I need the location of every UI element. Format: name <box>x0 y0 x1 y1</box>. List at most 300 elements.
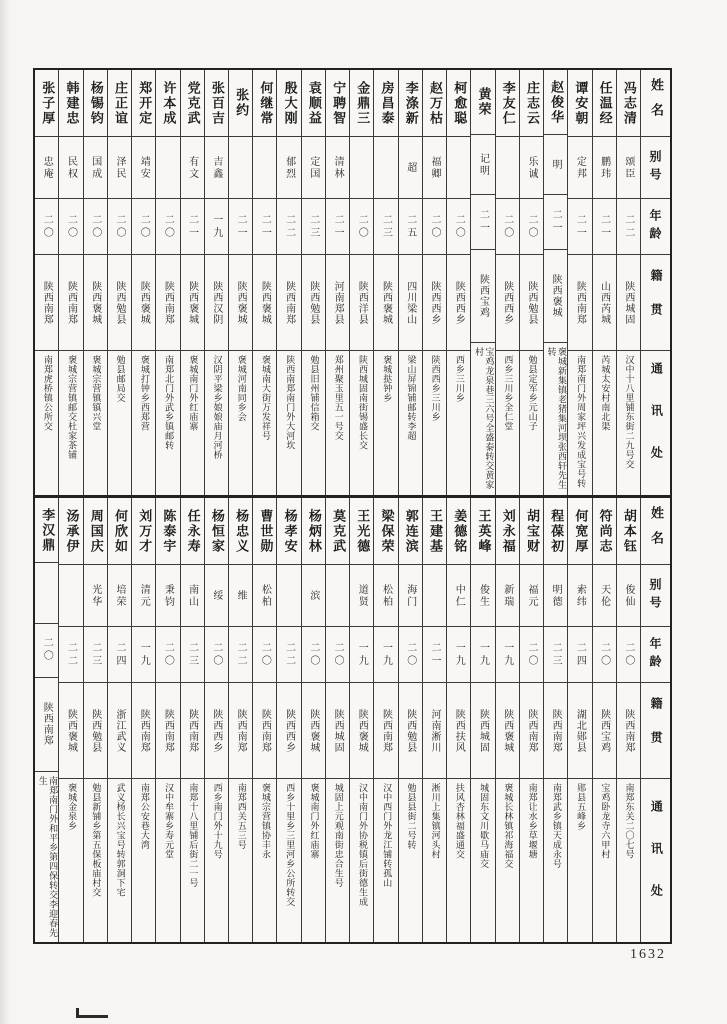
address-cell: 城固上元观南街忠合生号 <box>326 778 349 942</box>
header-name: 姓名 <box>648 506 663 556</box>
age-cell: 一九 <box>350 626 373 682</box>
alias-cell: 靖安 <box>132 136 155 198</box>
address-cell: 勉县旧州铺信箱交 <box>302 350 325 495</box>
native-cell: 陕西褒城 <box>181 254 204 350</box>
alias-cell: 记明 <box>471 134 494 194</box>
alias-cell <box>496 136 519 198</box>
age-cell: 二一 <box>544 194 567 248</box>
alias-cell: 松柏 <box>374 564 397 626</box>
person-column <box>592 498 616 942</box>
alias-cell: 南山 <box>181 564 204 626</box>
alias-cell <box>447 136 470 198</box>
age-cell: 二三 <box>84 626 107 682</box>
native-cell: 湖北郧县 <box>568 682 591 778</box>
age-cell: 二〇 <box>520 626 543 682</box>
alias-cell: 吉鑫 <box>205 136 228 198</box>
name-cell: 庄正谊 <box>111 80 127 126</box>
native-cell: 陕西西乡 <box>423 254 446 350</box>
person-column <box>107 498 131 942</box>
age-cell: 一九 <box>374 626 397 682</box>
age-cell: 二〇 <box>423 198 446 254</box>
address-cell: 褒城长林镇祁海福交 <box>496 778 519 942</box>
alias-cell: 俊仙 <box>617 564 640 626</box>
age-cell: 二〇 <box>350 198 373 254</box>
alias-cell: 乐诚 <box>520 136 543 198</box>
age-cell: 二五 <box>399 198 422 254</box>
address-cell: 宝鸡龙泉巷三六号全盛泰转交黄家村 <box>471 342 494 495</box>
person-column <box>35 498 58 942</box>
person-column <box>301 70 325 495</box>
alias-cell <box>229 136 252 198</box>
native-cell: 陕西南郑 <box>59 254 82 350</box>
name-cell: 周国庆 <box>87 508 103 554</box>
name-cell: 刘万才 <box>136 508 152 554</box>
person-column <box>276 498 300 942</box>
age-cell: 二二 <box>617 198 640 254</box>
native-cell: 陕西南郑 <box>544 682 567 778</box>
alias-cell <box>423 564 446 626</box>
native-cell: 陕西汉阴 <box>205 254 228 350</box>
name-cell: 赵万枯 <box>427 80 442 126</box>
age-cell: 二一 <box>593 198 616 254</box>
address-cell: 褒城打钟乡西郑营 <box>132 350 155 495</box>
address-cell: 褒城宗营镇协丰永 <box>253 778 276 942</box>
age-cell: 一九 <box>496 626 519 682</box>
address-cell: 褒城新集镇老猪集河坝张西轩先生转 <box>544 342 567 495</box>
age-cell: 二一 <box>326 198 349 254</box>
person-column <box>519 70 543 495</box>
name-cell: 刘永福 <box>499 508 515 554</box>
header-native: 籍贯 <box>641 682 670 778</box>
name-cell: 莫克武 <box>330 508 346 554</box>
native-cell: 陕西南郑 <box>374 682 397 778</box>
name-cell: 殷大刚 <box>281 80 297 126</box>
address-cell: 郑州聚玉里五一号交 <box>326 350 349 495</box>
native-cell: 陕西西乡 <box>447 254 470 350</box>
native-cell: 陕西西乡 <box>277 682 300 778</box>
person-column <box>276 70 300 495</box>
alias-cell: 鹏玮 <box>593 136 616 198</box>
address-cell: 宝鸡卧龙寺六甲村 <box>593 778 616 942</box>
alias-cell <box>59 564 82 626</box>
address-cell: 南郑虎桥镇公所交 <box>35 350 58 495</box>
person-column <box>567 498 591 942</box>
address-cell: 南郑南门外周家坪兴发成宝号转 <box>568 350 591 495</box>
age-cell: 二〇 <box>35 623 58 678</box>
header-column <box>640 70 670 495</box>
name-cell: 宁聘智 <box>330 80 346 126</box>
address-cell: 芮城太安村南北渠 <box>593 350 616 495</box>
age-cell: 二一 <box>423 626 446 682</box>
native-cell: 陕西南郑 <box>35 677 58 770</box>
scan-edge-shadow <box>0 0 10 1024</box>
alias-cell <box>277 564 300 626</box>
age-cell: 二〇 <box>520 198 543 254</box>
alias-cell: 忠庵 <box>35 136 58 198</box>
native-cell: 陕西褒城 <box>496 682 519 778</box>
native-cell: 陕西褒城 <box>229 254 252 350</box>
name-cell: 王英峰 <box>475 508 491 554</box>
native-cell: 陕西褒城 <box>132 254 155 350</box>
alias-cell: 天伦 <box>593 564 616 626</box>
person-column <box>567 70 591 495</box>
native-cell: 陕西勉县 <box>302 254 325 350</box>
age-cell: 二〇 <box>399 626 422 682</box>
age-cell: 二二 <box>277 626 300 682</box>
person-column <box>155 70 179 495</box>
person-column <box>349 498 373 942</box>
address-cell: 汉中牟寨乡寿元堂 <box>156 778 179 942</box>
name-cell: 梁保荣 <box>378 508 394 554</box>
name-cell: 黄荣 <box>475 87 491 118</box>
person-column <box>228 70 252 495</box>
person-column <box>180 498 204 942</box>
age-cell: 二四 <box>568 626 591 682</box>
alias-cell <box>35 562 58 622</box>
age-cell: 二〇 <box>156 626 179 682</box>
native-cell: 陕西南郑 <box>181 682 204 778</box>
age-cell: 二三 <box>181 626 204 682</box>
header-alias: 别号 <box>641 564 670 626</box>
alias-cell: 清元 <box>132 564 155 626</box>
person-column <box>592 70 616 495</box>
native-cell: 陕西宝鸡 <box>593 682 616 778</box>
native-cell: 陕西褒城 <box>544 249 567 342</box>
age-cell: 二〇 <box>132 198 155 254</box>
person-column <box>616 498 640 942</box>
name-cell: 张约 <box>233 88 249 118</box>
age-cell: 一九 <box>471 626 494 682</box>
alias-cell: 福卿 <box>423 136 446 198</box>
native-cell: 四川梁山 <box>399 254 422 350</box>
name-cell: 房昌泰 <box>378 80 394 126</box>
age-cell: 二二 <box>229 626 252 682</box>
person-column <box>470 498 494 942</box>
name-cell: 杨忠义 <box>233 508 249 554</box>
address-cell: 勉县新铺乡第五保板庙村交 <box>84 778 107 942</box>
address-cell: 褒城宗营镇邮交杜家茶铺 <box>59 350 82 495</box>
native-cell: 陕西南郑 <box>277 254 300 350</box>
native-cell: 河南淅川 <box>423 682 446 778</box>
name-cell: 王建基 <box>427 508 442 554</box>
address-cell: 西乡十里乡三里河乡公所转交 <box>277 778 300 942</box>
name-cell: 任温经 <box>596 80 612 126</box>
address-cell: 南郑南门外和平乡第四保转交李迎春先生 <box>35 771 58 942</box>
alias-cell <box>156 136 179 198</box>
alias-cell: 郁烈 <box>277 136 300 198</box>
name-cell: 符尚志 <box>596 508 612 554</box>
name-cell: 赵俊华 <box>548 79 564 125</box>
header-name: 姓名 <box>648 78 663 128</box>
person-column <box>252 498 276 942</box>
native-cell: 陕西褒城 <box>253 254 276 350</box>
alias-cell <box>374 136 397 198</box>
person-column <box>58 70 82 495</box>
address-cell: 褒城南门外红庙寨 <box>302 778 325 942</box>
alias-cell: 颂臣 <box>617 136 640 198</box>
address-cell: 城固东文川歇马庙交 <box>471 778 494 942</box>
person-column <box>301 498 325 942</box>
address-cell: 南郑东关二〇七号 <box>617 778 640 942</box>
native-cell: 陕西褒城 <box>374 254 397 350</box>
name-cell: 曹世勋 <box>257 508 273 554</box>
alias-cell: 明 <box>544 134 567 194</box>
name-cell: 陈泰宇 <box>160 508 176 554</box>
header-age: 年龄 <box>641 198 670 254</box>
person-column <box>83 498 107 942</box>
name-cell: 柯愈聪 <box>451 80 467 126</box>
person-column <box>180 70 204 495</box>
age-cell: 二〇 <box>253 626 276 682</box>
address-cell: 扶风杏林福盛通交 <box>447 778 470 942</box>
scan-artifact-mark <box>76 1008 108 1018</box>
alias-cell: 光华 <box>84 564 107 626</box>
age-cell: 一九 <box>132 626 155 682</box>
person-column <box>446 70 470 495</box>
name-cell: 庄志云 <box>523 80 539 126</box>
alias-cell: 秉钧 <box>156 564 179 626</box>
name-cell: 谭安朝 <box>572 80 588 126</box>
native-cell: 陕西南郑 <box>520 682 543 778</box>
native-cell: 陕西扶风 <box>447 682 470 778</box>
age-cell: 二一 <box>568 198 591 254</box>
person-column <box>446 498 470 942</box>
header-alias: 别号 <box>641 136 670 198</box>
person-column <box>252 70 276 495</box>
name-cell: 张百吉 <box>208 80 224 126</box>
name-cell: 何继常 <box>257 80 273 126</box>
alias-cell: 培荣 <box>108 564 131 626</box>
native-cell: 陕西南郑 <box>132 682 155 778</box>
native-cell: 陕西褒城 <box>350 682 373 778</box>
name-cell: 杨锡钧 <box>87 80 103 126</box>
alias-cell: 有文 <box>181 136 204 198</box>
alias-cell: 维 <box>229 564 252 626</box>
person-column <box>155 498 179 942</box>
native-cell: 陕西勉县 <box>520 254 543 350</box>
alias-cell: 绥 <box>205 564 228 626</box>
native-cell: 河南郑县 <box>326 254 349 350</box>
name-cell: 何欣如 <box>111 508 127 554</box>
address-cell: 陕西南郑南门外大河坎 <box>277 350 300 495</box>
person-column <box>107 70 131 495</box>
name-cell: 胡宝财 <box>523 508 539 554</box>
name-cell: 张子厚 <box>39 80 55 126</box>
person-column <box>373 498 397 942</box>
name-cell: 许本成 <box>160 80 176 126</box>
native-cell: 陕西西乡 <box>496 254 519 350</box>
alias-cell <box>253 136 276 198</box>
age-cell: 二〇 <box>447 198 470 254</box>
header-age: 年龄 <box>641 626 670 682</box>
alias-cell <box>350 136 373 198</box>
address-cell: 南郑让水乡草堰塘 <box>520 778 543 942</box>
native-cell: 陕西宝鸡 <box>471 249 494 342</box>
name-cell: 程葆初 <box>548 508 564 554</box>
age-cell: 二〇 <box>35 198 58 254</box>
person-column <box>422 498 446 942</box>
name-cell: 汤承伊 <box>63 508 79 554</box>
age-cell: 二〇 <box>205 626 228 682</box>
native-cell: 陕西城固 <box>617 254 640 350</box>
header-column <box>640 498 670 942</box>
age-cell: 二三 <box>374 198 397 254</box>
person-column <box>58 498 82 942</box>
directory-table-top <box>33 68 672 497</box>
address-cell: 南郑十八里铺后街二一号 <box>181 778 204 942</box>
alias-cell: 定国 <box>302 136 325 198</box>
age-cell: 二〇 <box>593 626 616 682</box>
name-cell: 杨孝安 <box>281 508 297 554</box>
alias-cell: 泽民 <box>108 136 131 198</box>
age-cell: 二三 <box>302 198 325 254</box>
native-cell: 陕西南郑 <box>229 682 252 778</box>
alias-cell: 道贤 <box>350 564 373 626</box>
page-number: 1632 <box>630 947 666 962</box>
age-cell: 二一 <box>229 198 252 254</box>
native-cell: 陕西城固 <box>471 682 494 778</box>
address-cell: 汉中十八里铺东街二九号交 <box>617 350 640 495</box>
address-cell: 汉中西门外龙江铺转孤山 <box>374 778 397 942</box>
alias-cell: 明德 <box>544 564 567 626</box>
address-cell: 勉县邮局交 <box>108 350 131 495</box>
name-cell: 李汉鼎 <box>39 507 55 553</box>
alias-cell: 民权 <box>59 136 82 198</box>
address-cell: 淅川上集镇河头村 <box>423 778 446 942</box>
alias-cell <box>326 564 349 626</box>
directory-table-bottom <box>33 497 672 944</box>
address-cell: 西乡三川乡 <box>447 350 470 495</box>
name-cell: 韩建忠 <box>63 80 79 126</box>
age-cell: 二〇 <box>302 626 325 682</box>
person-column <box>131 70 155 495</box>
person-column <box>204 70 228 495</box>
age-cell: 二〇 <box>59 198 82 254</box>
name-cell: 党克武 <box>184 80 200 126</box>
name-cell: 李友仁 <box>499 80 515 126</box>
native-cell: 陕西褒城 <box>302 682 325 778</box>
person-column <box>204 498 228 942</box>
person-column <box>495 498 519 942</box>
age-cell: 二〇 <box>156 198 179 254</box>
alias-cell: 海门 <box>399 564 422 626</box>
age-cell: 二〇 <box>108 198 131 254</box>
native-cell: 陕西勉县 <box>84 682 107 778</box>
address-cell: 褒城宗营镇镇兴堂 <box>84 350 107 495</box>
address-cell: 陕西城固南街锡盛长交 <box>350 350 373 495</box>
age-cell: 二〇 <box>326 626 349 682</box>
name-cell: 王光德 <box>354 508 370 554</box>
person-column <box>398 498 422 942</box>
name-cell: 任永寿 <box>184 508 200 554</box>
name-cell: 郭连滨 <box>402 508 418 554</box>
address-cell: 南郑北门外武乡镇邮转 <box>156 350 179 495</box>
age-cell: 一九 <box>205 198 228 254</box>
person-column <box>373 70 397 495</box>
name-cell: 何宽厚 <box>572 508 588 554</box>
name-cell: 姜德铭 <box>451 508 467 554</box>
person-column <box>470 70 494 495</box>
alias-cell: 松柏 <box>253 564 276 626</box>
alias-cell: 俊生 <box>471 564 494 626</box>
address-cell: 勉县县街二号转 <box>399 778 422 942</box>
address-cell: 梁山屏锦铺邮转李超 <box>399 350 422 495</box>
age-cell: 二三 <box>544 626 567 682</box>
address-cell: 褒城河南同乡会 <box>229 350 252 495</box>
alias-cell: 滨 <box>302 564 325 626</box>
person-column <box>83 70 107 495</box>
address-cell: 褒城挞钟乡 <box>374 350 397 495</box>
native-cell: 陕西南郑 <box>35 254 58 350</box>
name-cell: 杨恒家 <box>208 508 224 554</box>
address-cell: 陕西西乡三川乡 <box>423 350 446 495</box>
header-address: 通讯处 <box>641 778 670 942</box>
alias-cell: 国成 <box>84 136 107 198</box>
person-column <box>349 70 373 495</box>
header-native: 籍贯 <box>641 254 670 350</box>
address-cell: 褒城金泉乡 <box>59 778 82 942</box>
native-cell: 浙江武义 <box>108 682 131 778</box>
native-cell: 陕西勉县 <box>399 682 422 778</box>
age-cell: 二一 <box>253 198 276 254</box>
native-cell: 陕西褒城 <box>84 254 107 350</box>
person-column <box>131 498 155 942</box>
native-cell: 陕西城固 <box>326 682 349 778</box>
age-cell: 二四 <box>108 626 131 682</box>
person-column <box>495 70 519 495</box>
alias-cell: 定邦 <box>568 136 591 198</box>
address-cell: 褒城南大街万发祥号 <box>253 350 276 495</box>
age-cell: 二二 <box>59 626 82 682</box>
age-cell: 二〇 <box>617 626 640 682</box>
age-cell: 一九 <box>447 626 470 682</box>
person-column <box>325 70 349 495</box>
header-address: 通讯处 <box>641 350 670 495</box>
alias-cell: 清林 <box>326 136 349 198</box>
address-cell: 南郑西关五三号 <box>229 778 252 942</box>
age-cell: 二一 <box>181 198 204 254</box>
person-column <box>616 70 640 495</box>
name-cell: 李涤新 <box>402 80 418 126</box>
age-cell: 二〇 <box>84 198 107 254</box>
name-cell: 郑开定 <box>136 80 152 126</box>
address-cell: 褒城南门外红庙寨 <box>181 350 204 495</box>
person-column <box>398 70 422 495</box>
age-cell: 二二 <box>277 198 300 254</box>
name-cell: 冯志清 <box>620 80 636 126</box>
name-cell: 杨炳林 <box>305 508 321 554</box>
address-cell: 南郑武乡镇天成永号 <box>544 778 567 942</box>
alias-cell: 福元 <box>520 564 543 626</box>
age-cell: 二一 <box>471 194 494 248</box>
name-cell: 金鼎三 <box>354 80 370 126</box>
address-cell: 西乡南门外十九号 <box>205 778 228 942</box>
person-column <box>422 70 446 495</box>
native-cell: 陕西洋县 <box>350 254 373 350</box>
person-column <box>543 70 567 495</box>
alias-cell: 中仁 <box>447 564 470 626</box>
native-cell: 陕西勉县 <box>108 254 131 350</box>
person-column <box>228 498 252 942</box>
native-cell: 陕西西乡 <box>205 682 228 778</box>
age-cell: 二〇 <box>496 198 519 254</box>
address-cell: 郧县五峰乡 <box>568 778 591 942</box>
native-cell: 陕西南郑 <box>156 254 179 350</box>
person-column <box>543 498 567 942</box>
native-cell: 陕西南郑 <box>156 682 179 778</box>
name-cell: 袁顺益 <box>305 80 321 126</box>
alias-cell: 索纬 <box>568 564 591 626</box>
